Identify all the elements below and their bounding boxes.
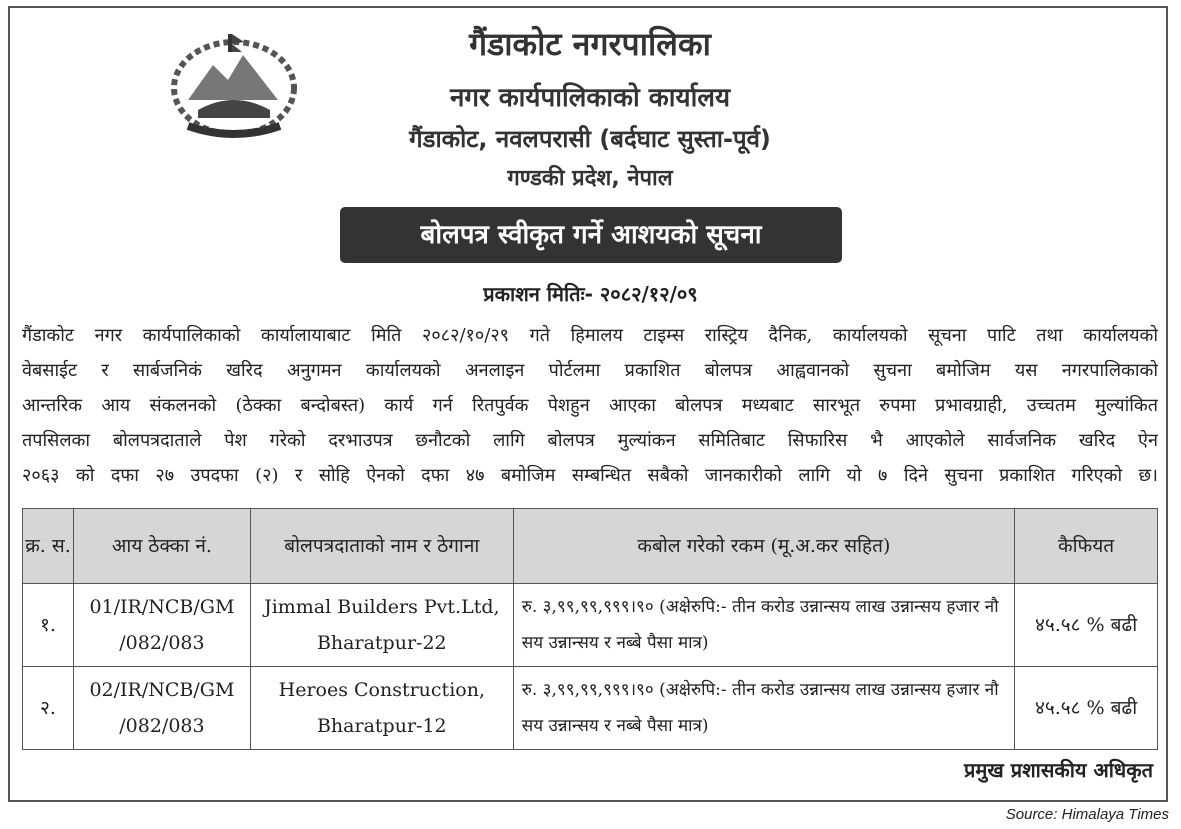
cell-sn: २.: [23, 667, 74, 750]
cell-amount: रु. ३,९९,९९,९९९।९० (अक्षेरुपि:- तीन करोड उन्नान्सय लाख उन्नान्सय हजार नौ सय उन्नान्सय र नब्बे पैसा मात्र): [513, 667, 1014, 750]
cell-bidder: Jimmal Builders Pvt.Ltd, Bharatpur-22: [250, 584, 513, 667]
header-contract-no: आय ठेक्का नं.: [73, 509, 250, 584]
body-line: आन्तरिक आय संकलनको (ठेक्का बन्दोबस्त) कार्य गर्न रितपुर्वक पेशहुन आएका बोलपत्र मध्यबाट सारभूत रुपमा प्रभावग्राही, उच्चतम मुल्यांकित: [22, 395, 1158, 416]
source-credit: Source: Himalaya Times: [1005, 806, 1169, 823]
table-row: [23, 584, 1158, 667]
publish-date: प्रकाशन मितिः- २०८२/१२/०९: [483, 282, 698, 306]
table-row: [23, 667, 1158, 750]
cell-remarks: ४५.५८ % बढी: [1015, 667, 1158, 750]
cell-remarks: ४५.५८ % बढी: [1015, 584, 1158, 667]
cell-sn: १.: [23, 584, 74, 667]
notice-title: बोलपत्र स्वीकृत गर्ने आशयको सूचना: [340, 207, 842, 263]
cell-contract-no: 02/IR/NCB/GM /082/083: [73, 667, 250, 750]
body-line: २०६३ को दफा २७ उपदफा (२) र सोहि ऐनको दफा ४७ बमोजिम सम्बन्धित सबैको जानकारीको लागि यो ७ दिने सुचना प्रकाशित गरिएको छ।: [22, 465, 1158, 486]
cell-amount: रु. ३,९९,९९,९९९।९० (अक्षेरुपि:- तीन करोड उन्नान्सय लाख उन्नान्सय हजार नौ सय उन्नान्सय र नब्बे पैसा मात्र): [513, 584, 1014, 667]
bid-table: [22, 508, 1158, 750]
body-line: वेबसाईट र सार्बजनिकं खरिद अनुगमन कार्यालयको अनलाइन पोर्टलमा प्रकाशित बोलपत्र आह्ववानको सुचना बमोजिम यस नगरपालिकाको: [22, 360, 1158, 381]
cell-bidder: Heroes Construction, Bharatpur-12: [250, 667, 513, 750]
header-amount: कबोल गरेको रकम (मू.अ.कर सहित): [513, 509, 1014, 584]
header-sn: क्र. स.: [23, 509, 74, 584]
address: गैंडाकोट, नवलपरासी (बर्दघाट सुस्ता-पूर्व): [409, 125, 771, 153]
table-header-row: [23, 509, 1158, 584]
header-remarks: कैफियत: [1015, 509, 1158, 584]
cell-contract-no: 01/IR/NCB/GM /082/083: [73, 584, 250, 667]
notice-body: [22, 318, 1158, 493]
nepal-emblem-icon: [168, 30, 300, 142]
municipality-title: गैंडाकोट नगरपालिका: [469, 25, 711, 63]
office-title: नगर कार्यपालिकाको कार्यालय: [449, 83, 731, 113]
province: गण्डकी प्रदेश, नेपाल: [507, 166, 673, 191]
body-line: तपसिलका बोलपत्रदाताले पेश गरेको दरभाउपत्र छनौटको लागि बोलपत्र मुल्यांकन समितिबाट सिफारिस भै आएकोले सार्वजनिक खरिद ऐन: [22, 430, 1158, 451]
header-bidder: बोलपत्रदाताको नाम र ठेगाना: [250, 509, 513, 584]
signatory: प्रमुख प्रशासकीय अधिकृत: [964, 758, 1153, 782]
body-line: गैंडाकोट नगर कार्यपालिकाको कार्यालायाबाट मिति २०८२/१०/२९ गते हिमालय टाइम्स रास्ट्रिय दैनिक, कार्यालयको सूचना पाटि तथा कार्यालयको: [22, 325, 1158, 346]
